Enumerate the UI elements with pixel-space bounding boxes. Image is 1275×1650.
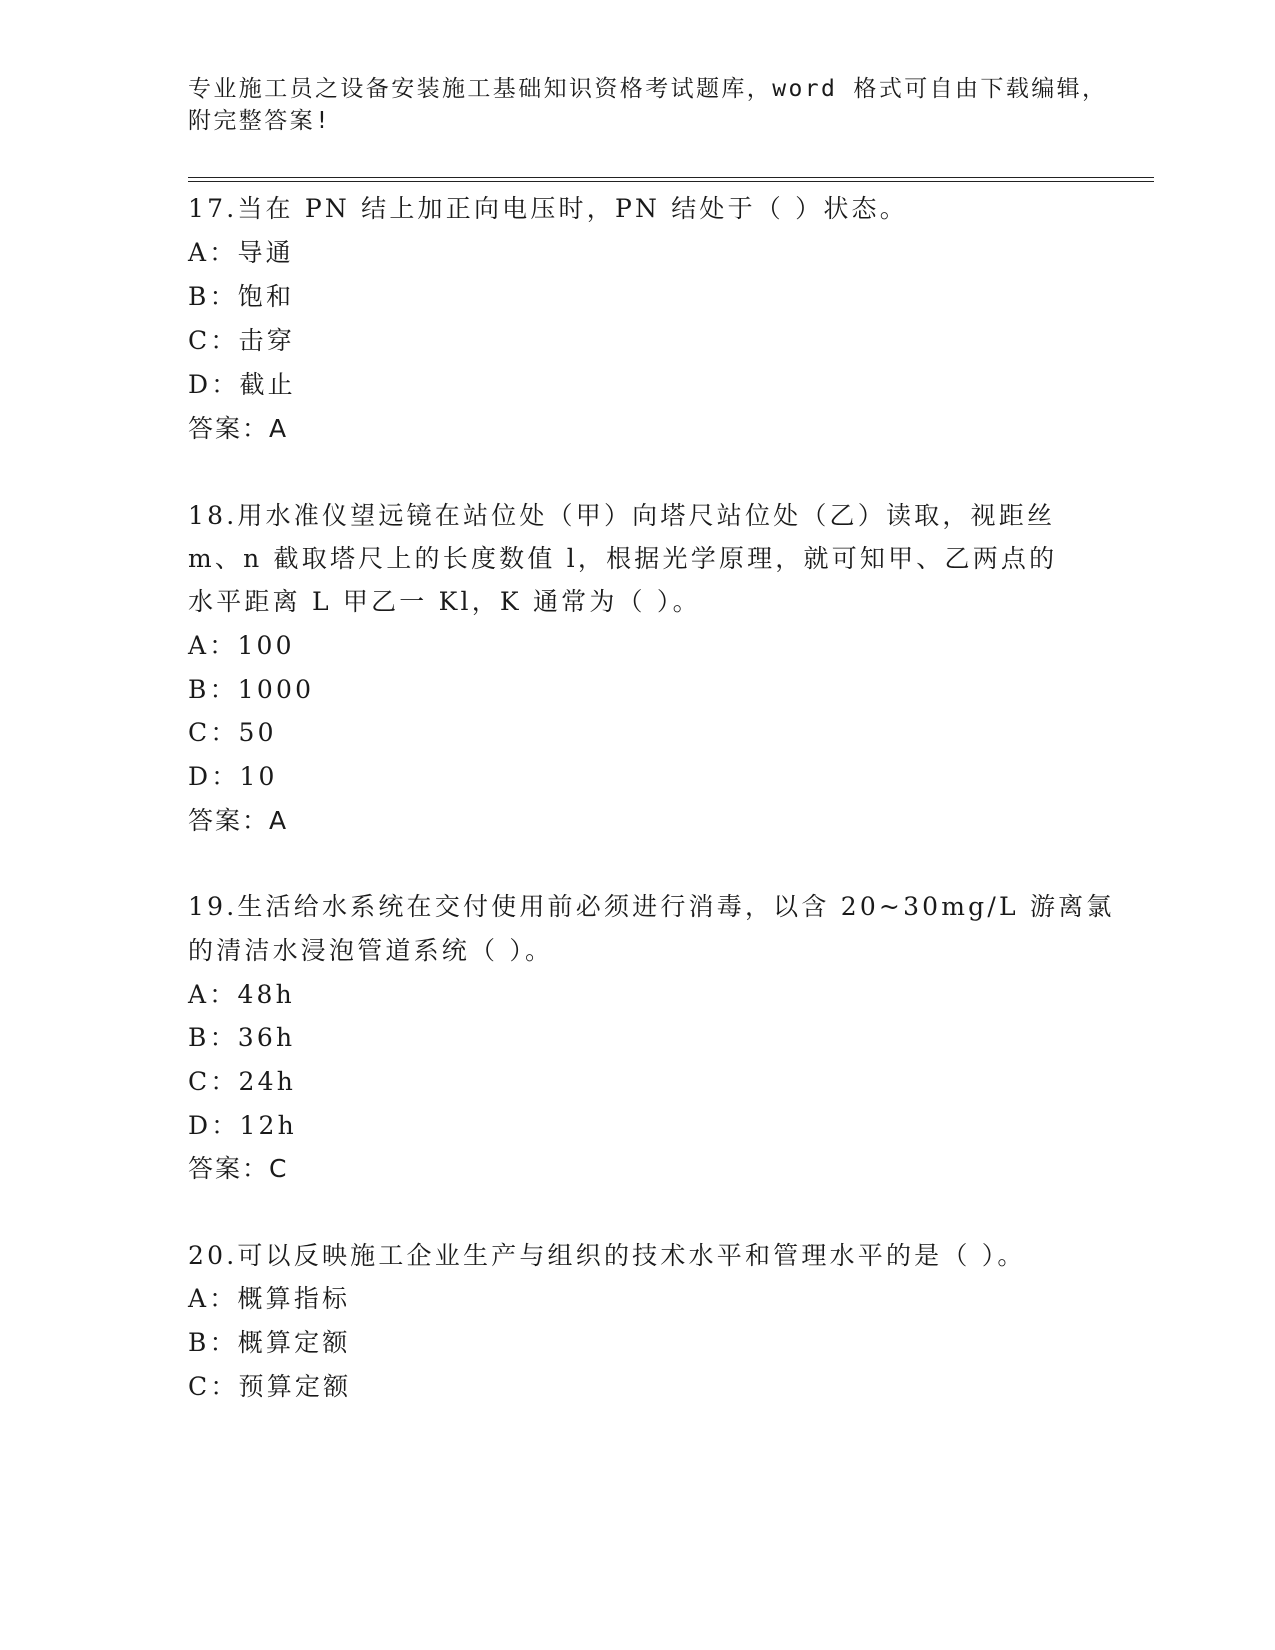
option-c: C：50 <box>188 718 277 747</box>
option-c: C：预算定额 <box>188 1372 352 1401</box>
option-b: B：36h <box>188 1023 296 1052</box>
option-b: B：概算定额 <box>188 1328 351 1357</box>
header-divider-top <box>188 177 1154 178</box>
option-d: D：10 <box>188 762 278 791</box>
option-d: D：截止 <box>188 370 296 399</box>
option-c: C：24h <box>188 1067 297 1096</box>
option-b: B：1000 <box>188 675 315 704</box>
option-a: A：100 <box>188 631 295 660</box>
question-stem-line-1: 19.生活给水系统在交付使用前必须进行消毒，以含 20~30mg/L 游离氯 <box>188 892 1115 921</box>
question-stem-line-3: 水平距离 L 甲乙一 Kl，K 通常为（ ）。 <box>188 587 701 616</box>
document-header-line-2: 附完整答案! <box>188 108 332 134</box>
question-stem-line-1: 18.用水准仪望远镜在站位处（甲）向塔尺站位处（乙）读取，视距丝 <box>188 501 1056 530</box>
answer: 答案：A <box>188 806 289 835</box>
option-a: A：48h <box>188 980 295 1009</box>
document-header-line-1: 专业施工员之设备安装施工基础知识资格考试题库，word 格式可自由下载编辑， <box>188 76 1108 102</box>
answer: 答案：A <box>188 414 289 443</box>
option-d: D：12h <box>188 1111 297 1140</box>
question-stem-line-2: m、n 截取塔尺上的长度数值 l，根据光学原理，就可知甲、乙两点的 <box>188 544 1058 573</box>
option-a: A：导通 <box>188 238 294 267</box>
option-a: A：概算指标 <box>188 1284 351 1313</box>
option-c: C：击穿 <box>188 326 295 355</box>
question-stem: 20.可以反映施工企业生产与组织的技术水平和管理水平的是（ ）。 <box>188 1241 1026 1270</box>
header-divider-bottom <box>188 181 1154 182</box>
question-stem: 17.当在 PN 结上加正向电压时，PN 结处于（ ）状态。 <box>188 194 908 223</box>
option-b: B：饱和 <box>188 282 295 311</box>
question-stem-line-2: 的清洁水浸泡管道系统（ ）。 <box>188 936 554 965</box>
answer: 答案：C <box>188 1154 289 1183</box>
